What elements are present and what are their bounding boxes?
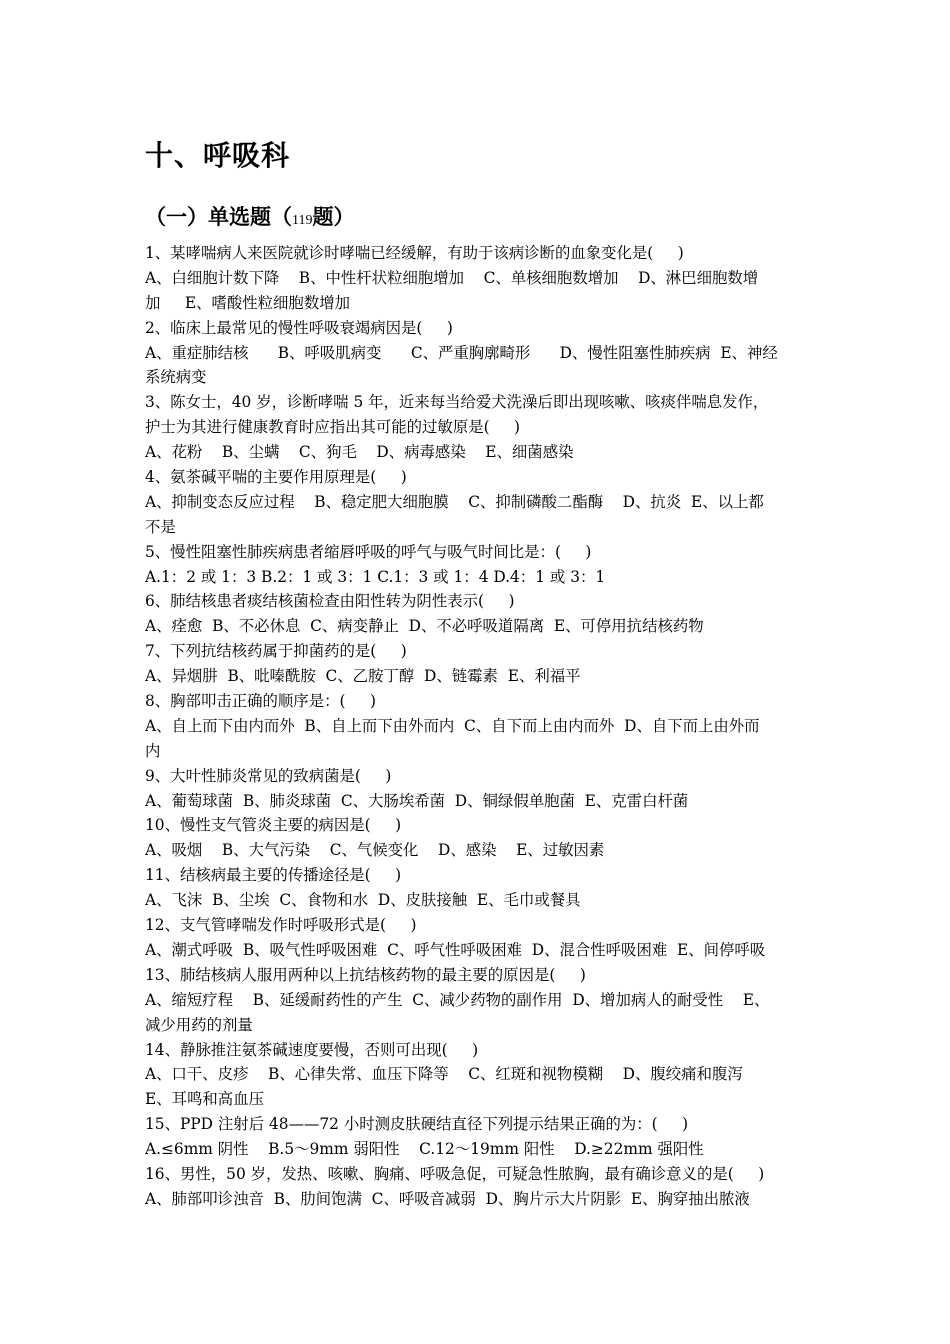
- text-line: 10、慢性支气管炎主要的病因是( ): [145, 816, 402, 835]
- text-line: 13、肺结核病人服用两种以上抗结核药物的最主要的原因是( ): [145, 965, 586, 984]
- text-line: 3、陈女士，40 岁，诊断哮喘 5 年，近来每当给爱犬洗澡后即出现咳嗽、咳痰伴喘息发作，: [145, 393, 769, 412]
- subsection-heading-suffix: 题）: [312, 205, 355, 229]
- text-line: 11、结核病最主要的传播途径是( ): [145, 866, 402, 885]
- text-line: 减少用药的剂量: [145, 1015, 253, 1034]
- text-line: A、抑制变态反应过程 B、稳定肥大细胞膜 C、抑制磷酸二酯酶 D、抗炎 E、以上都: [145, 492, 764, 511]
- text-line: 不是: [145, 517, 176, 536]
- text-line: A、潮式呼吸 B、吸气性呼吸困难 C、呼气性呼吸困难 D、混合性呼吸困难 E、间停呼吸: [145, 940, 766, 959]
- text-line: A、白细胞计数下降 B、中性杆状粒细胞增加 C、单核细胞数增加 D、淋巴细胞数增: [145, 268, 759, 287]
- text-line: A、痊愈 B、不必休息 C、病变静止 D、不必呼吸道隔离 E、可停用抗结核药物: [145, 617, 704, 636]
- text-line: 15、PPD 注射后 48——72 小时测皮肤硬结直径下列提示结果正确的为：( ): [145, 1115, 689, 1134]
- text-line: 系统病变: [145, 368, 207, 387]
- text-line: A、自上而下由内而外 B、自上而下由外而内 C、自下而上由内而外 D、自下而上由外而: [145, 716, 760, 735]
- question-list: [145, 241, 810, 1212]
- text-line: 内: [145, 741, 161, 760]
- text-line: 14、静脉推注氨茶碱速度要慢，否则可出现( ): [145, 1040, 479, 1059]
- text-line: 加 E、嗜酸性粒细胞数增加: [145, 293, 350, 312]
- text-line: 8、胸部叩击正确的顺序是：( ): [145, 692, 376, 711]
- text-line: 护士为其进行健康教育时应指出其可能的过敏原是( ): [145, 418, 521, 437]
- text-line: 2、临床上最常见的慢性呼吸衰竭病因是( ): [145, 318, 453, 337]
- text-line: 7、下列抗结核药属于抑菌药的是( ): [145, 642, 407, 661]
- text-line: A、飞沫 B、尘埃 C、食物和水 D、皮肤接触 E、毛巾或餐具: [145, 891, 581, 910]
- text-line: A、重症肺结核 B、呼吸肌病变 C、严重胸廓畸形 D、慢性阻塞性肺疾病 E、神经: [145, 343, 778, 362]
- text-line: A.1：2 或 1：3 B.2：1 或 3：1 C.1：3 或 1：4 D.4：1 或 3：1: [145, 567, 606, 586]
- subsection-heading-prefix: （一）单选题（: [145, 205, 292, 229]
- text-line: A、异烟肼 B、吡嗪酰胺 C、乙胺丁醇 D、链霉素 E、利福平: [145, 667, 581, 686]
- text-line: A、吸烟 B、大气污染 C、气候变化 D、感染 E、过敏因素: [145, 841, 605, 860]
- text-line: 5、慢性阻塞性肺疾病患者缩唇呼吸的呼气与吸气时间比是：( ): [145, 542, 592, 561]
- section-heading: 十、呼吸科: [145, 139, 291, 172]
- text-line: 1、某哮喘病人来医院就诊时哮喘已经缓解，有助于该病诊断的血象变化是( ): [145, 244, 684, 262]
- text-line: 4、氨茶碱平喘的主要作用原理是( ): [145, 468, 407, 487]
- question-count: 119: [292, 213, 313, 228]
- text-line: A、花粉 B、尘螨 C、狗毛 D、病毒感染 E、细菌感染: [145, 443, 574, 462]
- text-line: A、缩短疗程 B、延缓耐药性的产生 C、减少药物的副作用 D、增加病人的耐受性 E、: [145, 990, 770, 1009]
- text-line: 12、支气管哮喘发作时呼吸形式是( ): [145, 916, 417, 935]
- text-line: 6、肺结核患者痰结核菌检查由阳性转为阴性表示( ): [145, 592, 515, 611]
- text-line: 16、男性，50 岁，发热、咳嗽、胸痛、呼吸急促，可疑急性脓胸，最有确诊意义的是( ): [145, 1164, 765, 1183]
- text-line: A、口干、皮疹 B、心律失常、血压下降等 C、红斑和视物模糊 D、腹绞痛和腹泻: [145, 1065, 743, 1084]
- text-line: A、肺部叩诊浊音 B、肋间饱满 C、呼吸音减弱 D、胸片示大片阴影 E、胸穿抽出脓液: [145, 1189, 750, 1208]
- text-line: A.≤6mm 阴性 B.5～9mm 弱阳性 C.12～19mm 阳性 D.≥22mm 强阳性: [145, 1140, 704, 1159]
- subsection-heading: [145, 201, 354, 231]
- text-line: 9、大叶性肺炎常见的致病菌是( ): [145, 766, 392, 785]
- text-line: E、耳鸣和高血压: [145, 1090, 264, 1109]
- text-line: A、葡萄球菌 B、肺炎球菌 C、大肠埃希菌 D、铜绿假单胞菌 E、克雷白杆菌: [145, 791, 689, 810]
